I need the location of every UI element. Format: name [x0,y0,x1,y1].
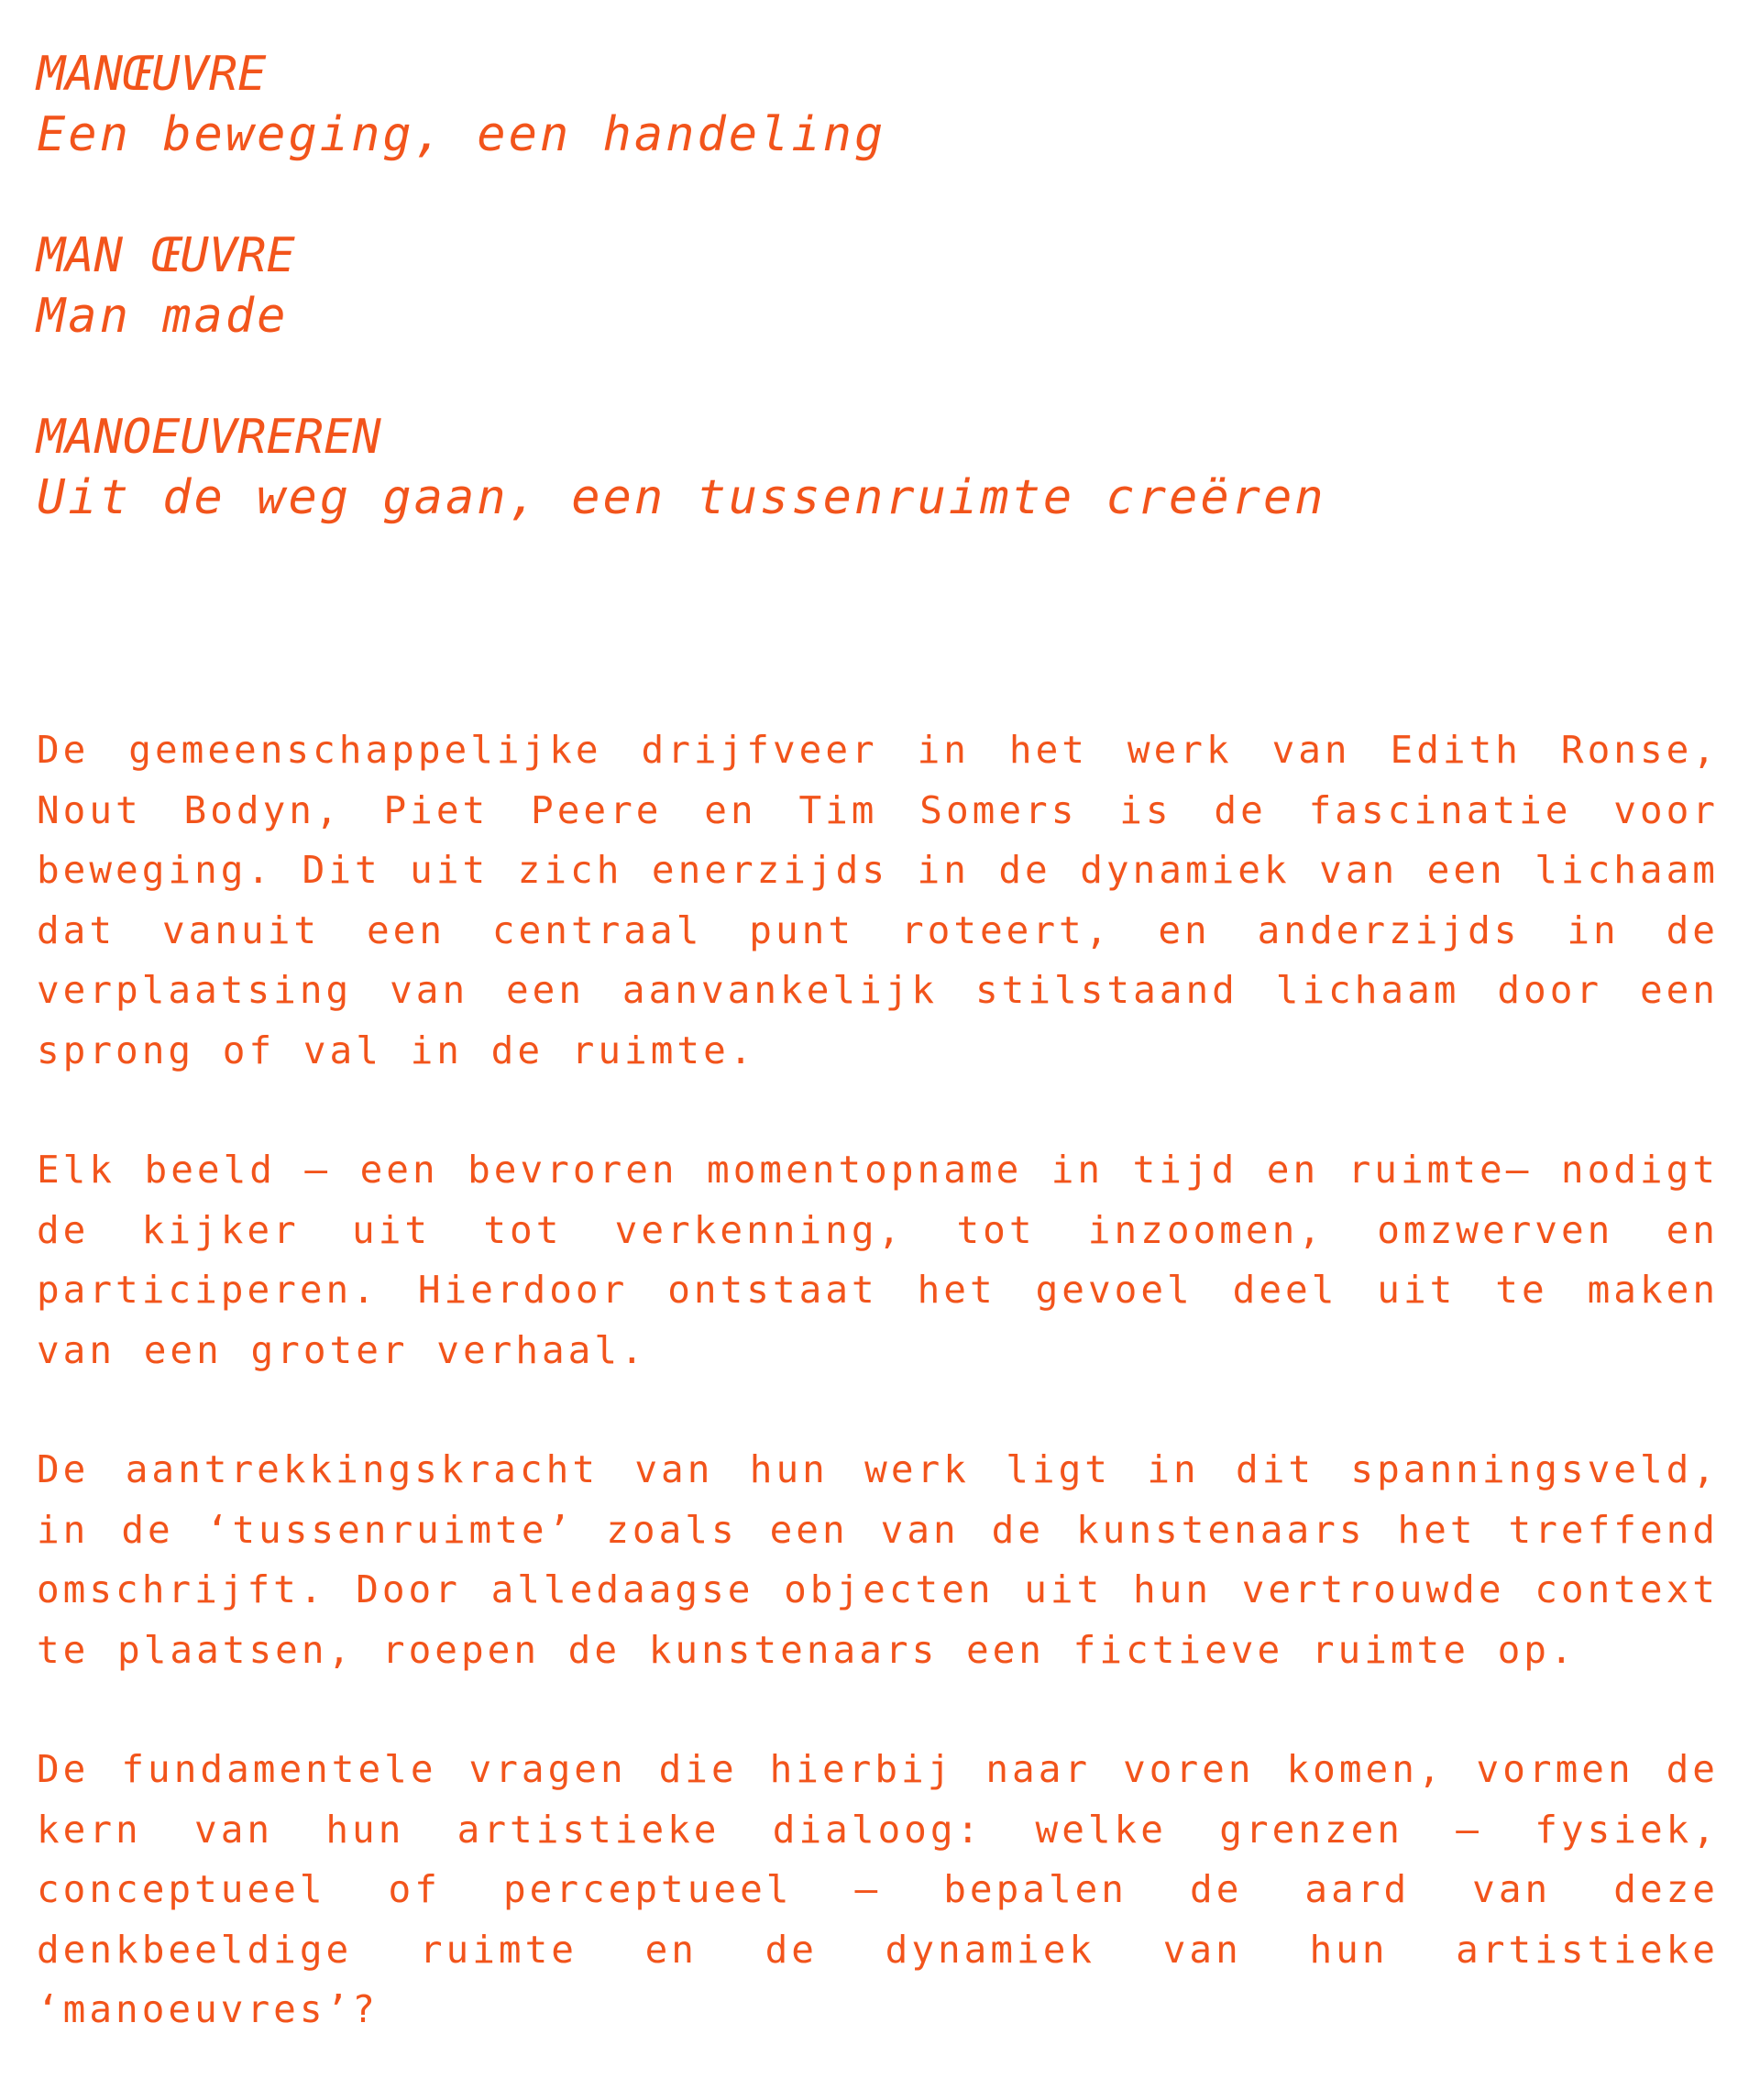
body-text [37,720,1719,2100]
definition-block [37,225,1742,346]
definition-gloss: Een beweging, een handeling [37,107,886,162]
definition-block [37,44,1742,165]
definition-term: MANŒUVRE [37,47,267,102]
definition-block [37,407,1742,528]
definition-gloss: Man made [37,289,289,344]
definition-gloss: Uit de weg gaan, een tussenruimte creëren [37,470,1326,525]
body-paragraph: De aantrekkingskracht van hun werk ligt in dit spanningsveld, in de ‘tussenruimte’ zoals een van de kunstenaars het treffend omschrijft. Door alledaagse objecten uit hun vertrouwde context te plaatsen, roepen de kunstenaars een fictieve ruimte op. [37,1447,1719,1672]
body-paragraph: Elk beeld – een bevroren momentopname in tijd en ruimte– nodigt de kijker uit tot verkenning, tot inzoomen, omzwerven en participeren. Hierdoor ontstaat het gevoel deel uit te maken van een groter verhaal. [37,1148,1719,1372]
definitions [37,44,1742,528]
definition-term: MAN ŒUVRE [37,228,295,283]
body-paragraph: De gemeenschappelijke drijfveer in het werk van Edith Ronse, Nout Bodyn, Piet Peere en Tim Somers is de fascinatie voor beweging. Dit uit zich enerzijds in de dynamiek van een lichaam dat vanuit een centraal punt roteert, en anderzijds in de verplaatsing van een aanvankelijk stilstaand lichaam door een sprong of val in de ruimte. [37,728,1719,1072]
document-page [37,44,1742,2031]
body-paragraph: De fundamentele vragen die hierbij naar voren komen, vormen de kern van hun artistieke dialoog: welke grenzen – fysiek, conceptueel of perceptueel – bepalen de aard van deze denkbeeldige ruimte en de dynamiek van hun artistieke ‘manoeuvres’? [37,1747,1719,2031]
definition-term: MANOEUVREREN [37,410,381,465]
